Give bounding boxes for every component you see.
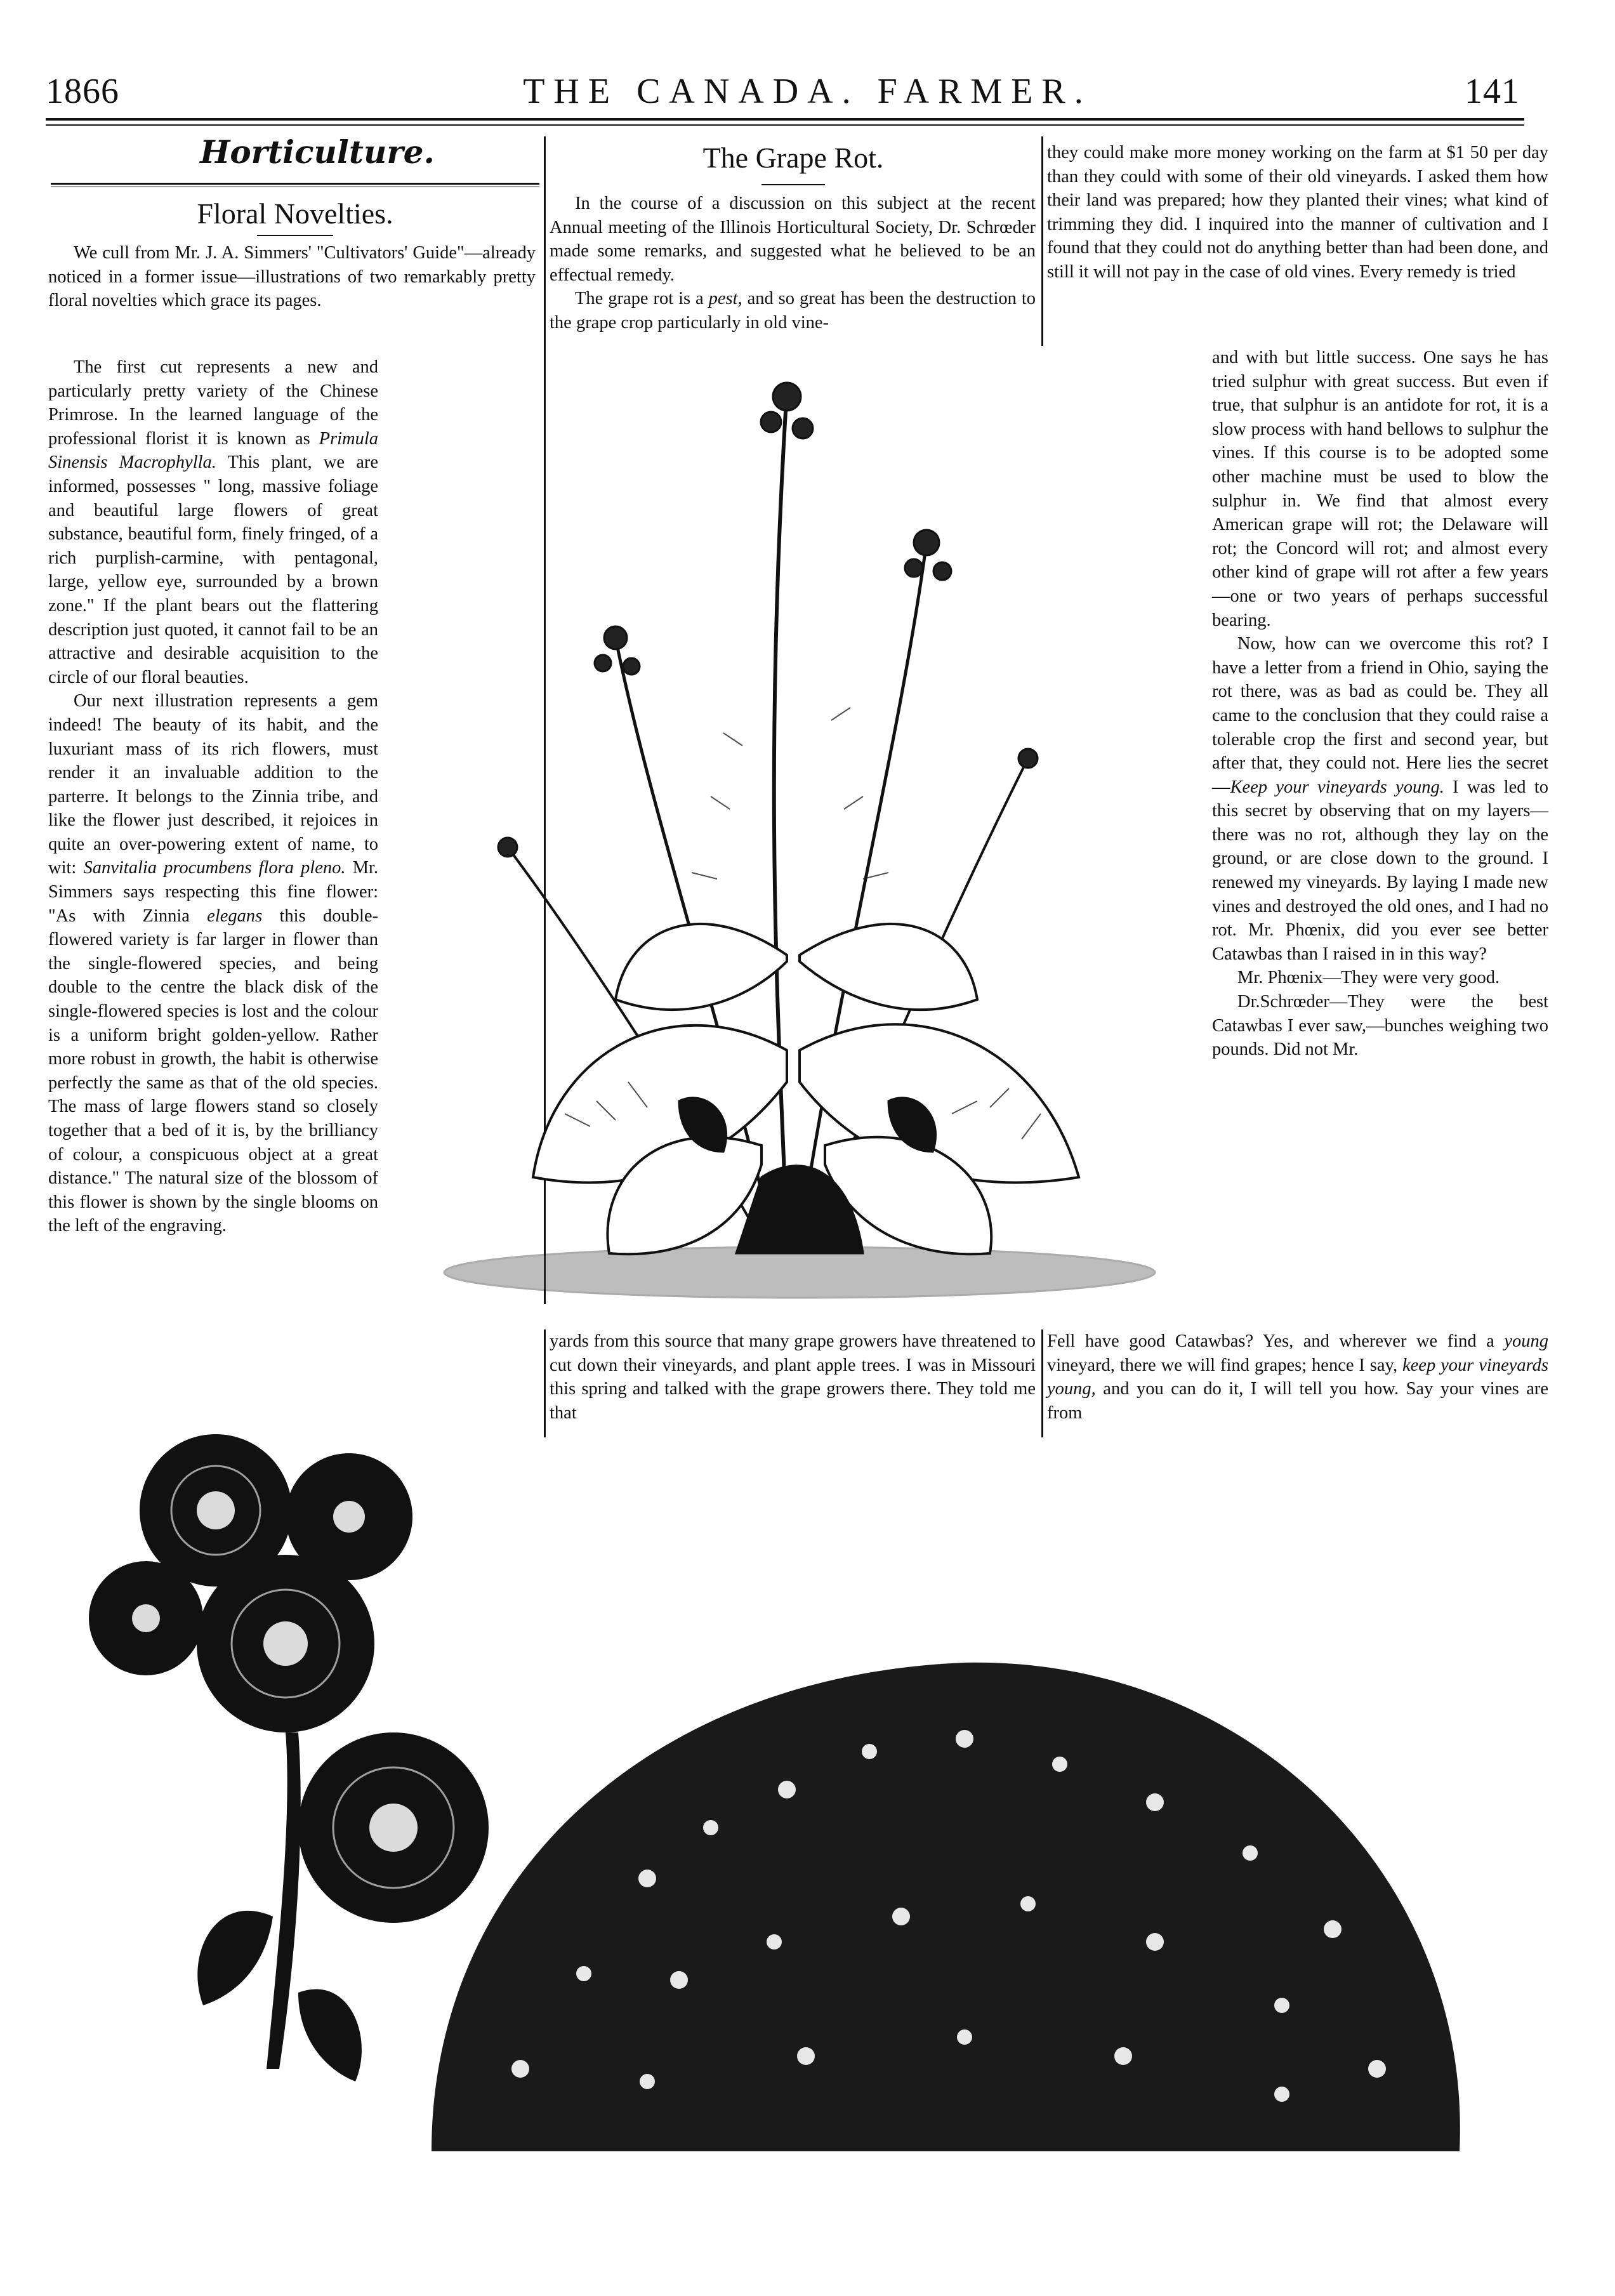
floral-paragraph-1: We cull from Mr. J. A. Simmers' "Cultivators' Guide"—already noticed in a former issue—illustrations of two remarkably pretty floral novelties which grace its pages.	[48, 243, 536, 311]
grape-paragraph-bottom: Fell have good Catawbas? Yes, and wherever we find a young vineyard, there we will find grapes; hence I say, keep your vineyards young, and you can do it, I will tell you how. Say your vines are from	[1047, 1331, 1549, 1423]
grape-paragraph-1: In the course of a discussion on this subject at the recent Annual meeting of the Illinois Horticultural Society, Dr. Schrœder made some remarks, and suggested what he believed to be an effectual remedy.	[550, 194, 1036, 285]
grape-paragraph-2: The grape rot is a pest, and so great has been the destruction to the grape crop particularly in old vine-	[550, 289, 1036, 333]
header-page-number: 141	[1465, 72, 1520, 111]
grape-column3-narrow	[1212, 346, 1548, 1062]
floral-column-narrow	[48, 355, 378, 1238]
grape-column2-lower	[550, 1329, 1036, 1425]
grape-paragraph-phoenix: Mr. Phœnix—They were very good.	[1237, 968, 1500, 988]
grape-paragraph-2-cont: yards from this source that many grape growers have threatened to cut down their vineyards, and plant apple trees. I was in Missouri this spring and talked with the grape growers there. They told me that	[550, 1331, 1036, 1423]
section-heading-rule	[51, 183, 539, 185]
sanvitalia-illustration	[76, 1434, 1498, 2196]
column-divider-2b	[1041, 1329, 1043, 1437]
grape-column-upper	[550, 192, 1036, 335]
grape-col3-paragraph: they could make more money working on the farm at $1 50 per day than they could with some of their old vineyards. I asked them how their land was prepared; how they planted their vines; what kind of trimming they did. I inquired into the manner of cultivation and I found that they could not do anything better than had been done, and still it will not pay in the case of old vines. Every remedy is tried	[1047, 143, 1548, 282]
grape-title-rule	[761, 184, 825, 185]
column-divider-1b	[544, 1329, 546, 1437]
grape-col3-narrow-paragraph: and with but little success. One says he has tried sulphur with great success. But even if true, that sulphur is an antidote for rot, it is a slow process with hand bellows to sulphur the vines. If this course is to be adopted some other machine must be used to blow the sulphur in. We find that almost every American grape will rot; the Delaware will rot; the Concord will rot; and almost every other kind of grape will rot after a few years—one or two years of perhaps successful bearing.	[1212, 348, 1548, 630]
floral-paragraph-3: Our next illustration represents a gem indeed! The beauty of its habit, and the luxuriant mass of its rich flowers, must render it an invaluable addition to the parterre. It belongs to the Zinnia tribe, and like the flower just described, it rejoices in quite an over-powering extent of name, to wit: Sanvitalia procumbens flora pleno. Mr. Simmers says respecting this fine flower: "As with Zinnia elegans this double-flowered variety is far larger in flower than the single-flowered species, and being double to the centre the black disk of the single-flowered species is lost and the colour is a uniform bright golden-yellow. Rather more robust in growth, the habit is otherwise perfectly the same as that of the old species. The mass of large flowers stand so closely together that a bed of it is, by the brilliancy of colour, a conspicuous object at a great distance." The natural size of the blossom of this flower is shown by the single blooms on the left of the engraving.	[48, 691, 379, 1236]
header-rule-thin	[46, 124, 1524, 126]
floral-paragraph-2: The first cut represents a new and particularly pretty variety of the Chinese Primrose. In the learned language of the professional florist it is known as Primula Sinensis Macrophylla. This plant, we are informed, possesses " long, massive foliage and beautiful large flowers of great substance, beautiful form, finely fringed, of a rich purplish-carmine, with pentagonal, large, yellow eye, surrounded by a brown zone." If the plant bears out the flattering description just quoted, it cannot fail to be an attractive and desirable acquisition to the circle of our floral beauties.	[48, 357, 379, 687]
floral-article-title: Floral Novelties.	[197, 197, 393, 230]
grape-paragraph-schroeder: Dr.Schrœder—They were the best Catawbas I ever saw,—bunches weighing two pounds. Did not Mr.	[1212, 992, 1548, 1060]
floral-column-upper	[48, 241, 536, 313]
grape-column3-lower	[1047, 1329, 1548, 1425]
grape-paragraph-now: Now, how can we overcome this rot? I have a letter from a friend in Ohio, saying the rot there, was as bad as could be. They all came to the conclusion that they could raise a tolerable crop the first and second year, but after that, they could not. Here lies the secret—Keep your vineyards young. I was led to this secret by observing that on my layers—there was no rot, although they lay on the ground, or are close down to the ground. I renewed my vineyards. By laying I made new vines and destroyed the old ones, and I had no rot. Mr. Phœnix, did you ever see better Catawbas than I raised in in this way?	[1212, 634, 1548, 964]
primrose-illustration	[406, 352, 1206, 1317]
floral-title-rule	[257, 235, 333, 236]
masthead-title: THE CANADA. FARMER.	[523, 72, 1092, 111]
column-divider-2	[1041, 136, 1043, 346]
header-year: 1866	[46, 72, 119, 111]
header-rule	[46, 118, 1524, 121]
section-heading: Horticulture.	[200, 133, 435, 171]
grape-column3-upper	[1047, 141, 1548, 284]
grape-article-title: The Grape Rot.	[702, 142, 884, 174]
